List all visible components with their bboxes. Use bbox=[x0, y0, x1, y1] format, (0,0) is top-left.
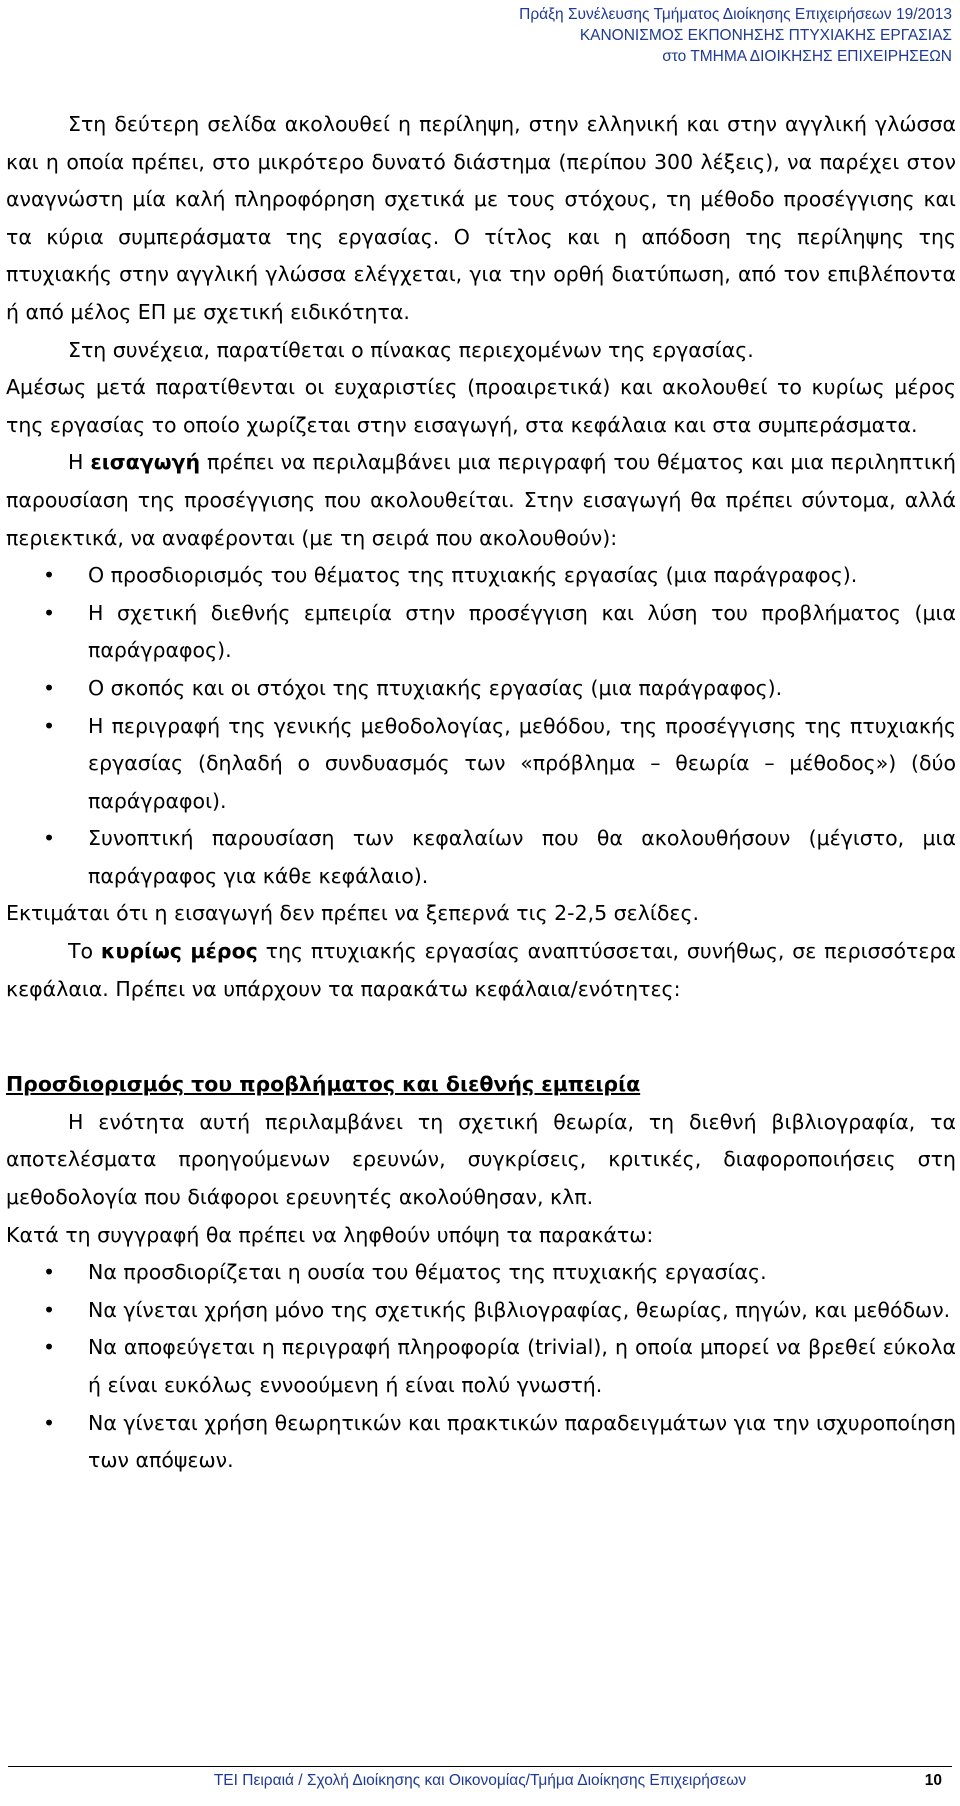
list-item bbox=[6, 595, 956, 670]
paragraph-acknowledgements: Αμέσως μετά παρατίθενται οι ευχαριστίες (προαιρετικά) και ακολουθεί το κυρίως μέρος της εργασίας το οποίο χωρίζεται στην εισαγωγή, στα κεφάλαια και στα συμπεράσματα. bbox=[6, 375, 956, 437]
paragraph-intro-length: Εκτιμάται ότι η εισαγωγή δεν πρέπει να ξεπερνά τις 2-2,5 σελίδες. bbox=[6, 901, 699, 926]
list-item bbox=[6, 557, 956, 595]
bullet-icon: • bbox=[43, 675, 56, 700]
paragraph-abstract: Στη δεύτερη σελίδα ακολουθεί η περίληψη, στην ελληνική και στην αγγλική γλώσσα και η οποία πρέπει, στο μικρότερο δυνατό διάστημα (περίπου 300 λέξεις), να παρέχει στον αναγνώστη μία καλή πληροφόρηση σχετικά με τους στόχους, τη μέθοδο προσέγγισης και τα κύρια συμπεράσματα της εργασίας. Ο τίτλος και η απόδοση της περίληψης της πτυχιακής στην αγγλική γλώσσα ελέγχεται, για την ορθή διατύπωση, από τον επιβλέποντα ή από μέλος ΕΠ με σχετική ειδικότητα. bbox=[6, 112, 956, 324]
bullet-icon: • bbox=[43, 1335, 56, 1360]
paragraph-writing-guidelines: Κατά τη συγγραφή θα πρέπει να ληφθούν υπόψη τα παρακάτω: bbox=[6, 1222, 654, 1247]
paragraph-main-body bbox=[6, 933, 956, 1008]
header-line-2: ΚΑΝΟΝΙΣΜΟΣ ΕΚΠΟΝΗΣΗΣ ΠΤΥΧΙΑΚΗΣ ΕΡΓΑΣΙΑΣ bbox=[579, 27, 952, 44]
bullet-icon: • bbox=[43, 1260, 56, 1285]
list-item-text: Να αποφεύγεται η περιγραφή πληροφορία (trivial), η οποία μπορεί να βρεθεί εύκολα ή είναι ευκόλως εννοούμενη ή είναι πολύ γνωστή. bbox=[88, 1335, 956, 1397]
list-item-text: Να γίνεται χρήση θεωρητικών και πρακτικών παραδειγμάτων για την ισχυροποίηση των απόψεων. bbox=[88, 1410, 956, 1473]
list-item-text: Να προσδιορίζεται η ουσία του θέματος της πτυχιακής εργασίας. bbox=[88, 1260, 767, 1285]
list-item-text: Η περιγραφή της γενικής μεθοδολογίας, μεθόδου, της προσέγγισης της πτυχιακής εργασίας (δηλαδή ο συνδυασμός των «πρόβλημα – θεωρία – μέθοδος») (δύο παράγραφοι). bbox=[88, 713, 956, 813]
bullet-icon: • bbox=[43, 1297, 56, 1322]
list-item bbox=[6, 1254, 956, 1292]
list-item bbox=[6, 670, 956, 708]
paragraph-toc: Στη συνέχεια, παρατίθεται ο πίνακας περιεχομένων της εργασίας. bbox=[68, 337, 754, 362]
list-item-text: Η σχετική διεθνής εμπειρία στην προσέγγιση και λύση του προβλήματος (μια παράγραφος). bbox=[88, 600, 956, 663]
header-line-1: Πράξη Συνέλευσης Τμήματος Διοίκησης Επιχειρήσεων 19/2013 bbox=[519, 6, 952, 23]
list-item bbox=[6, 1405, 956, 1480]
main-text-post: της πτυχιακής εργασίας αναπτύσσεται, συνήθως, σε περισσότερα κεφάλαια. Πρέπει να υπάρχουν τα παρακάτω κεφάλαια/ενότητες: bbox=[6, 939, 957, 1001]
bullet-icon: • bbox=[43, 713, 56, 738]
section-title: Προσδιορισμός του προβλήματος και διεθνής εμπειρία bbox=[6, 1072, 641, 1097]
list-item-text: Συνοπτική παρουσίαση των κεφαλαίων που θα ακολουθήσουν (μέγιστο, μια παράγραφος για κάθε κεφάλαιο). bbox=[88, 826, 956, 888]
list-item-text: Ο προσδιορισμός του θέματος της πτυχιακής εργασίας (μια παράγραφος). bbox=[88, 563, 858, 588]
main-bold-term: κυρίως μέρος bbox=[100, 939, 258, 964]
intro-text-post: πρέπει να περιλαμβάνει μια περιγραφή του θέματος και μια περιληπτική παρουσίαση της προσέγγισης που ακολουθείται. Στην εισαγωγή θα πρέπει σύντομα, αλλά περιεκτικά, να αναφέρονται (με τη σειρά που ακολουθούν): bbox=[6, 450, 956, 550]
introduction-items-list bbox=[6, 557, 956, 895]
bullet-icon: • bbox=[43, 1410, 56, 1435]
list-item bbox=[6, 1329, 956, 1404]
document-body bbox=[6, 106, 956, 1480]
main-text-pre: Το bbox=[68, 939, 101, 964]
bullet-icon: • bbox=[43, 826, 56, 851]
footer-divider bbox=[8, 1766, 952, 1767]
paragraph-section-description: Η ενότητα αυτή περιλαμβάνει τη σχετική θεωρία, τη διεθνή βιβλιογραφία, τα αποτελέσματα προηγούμενων ερευνών, συγκρίσεις, κριτικές, διαφοροποιήσεις στη μεθοδολογία που διάφοροι ερευνητές ακολούθησαν, κλπ. bbox=[6, 1109, 956, 1210]
bullet-icon: • bbox=[43, 600, 56, 625]
list-item-text: Να γίνεται χρήση μόνο της σχετικής βιβλιογραφίας, θεωρίας, πηγών, και μεθόδων. bbox=[88, 1297, 951, 1322]
intro-bold-term: εισαγωγή bbox=[90, 450, 201, 475]
page-number: 10 bbox=[924, 1772, 942, 1789]
page-header bbox=[519, 4, 952, 67]
list-item bbox=[6, 820, 956, 895]
intro-text-pre: Η bbox=[68, 450, 91, 475]
footer-institution: ΤΕΙ Πειραιά / Σχολή Διοίκησης και Οικονομίας/Τμήμα Διοίκησης Επιχειρήσεων bbox=[213, 1772, 747, 1789]
paragraph-introduction bbox=[6, 444, 956, 557]
bullet-icon: • bbox=[43, 563, 56, 588]
list-item bbox=[6, 1292, 956, 1330]
header-line-3: στο ΤΜΗΜΑ ΔΙΟΙΚΗΣΗΣ ΕΠΙΧΕΙΡΗΣΕΩΝ bbox=[662, 48, 952, 65]
list-item bbox=[6, 708, 956, 821]
writing-guidelines-list bbox=[6, 1254, 956, 1480]
list-item-text: Ο σκοπός και οι στόχοι της πτυχιακής εργασίας (μια παράγραφος). bbox=[88, 675, 783, 700]
